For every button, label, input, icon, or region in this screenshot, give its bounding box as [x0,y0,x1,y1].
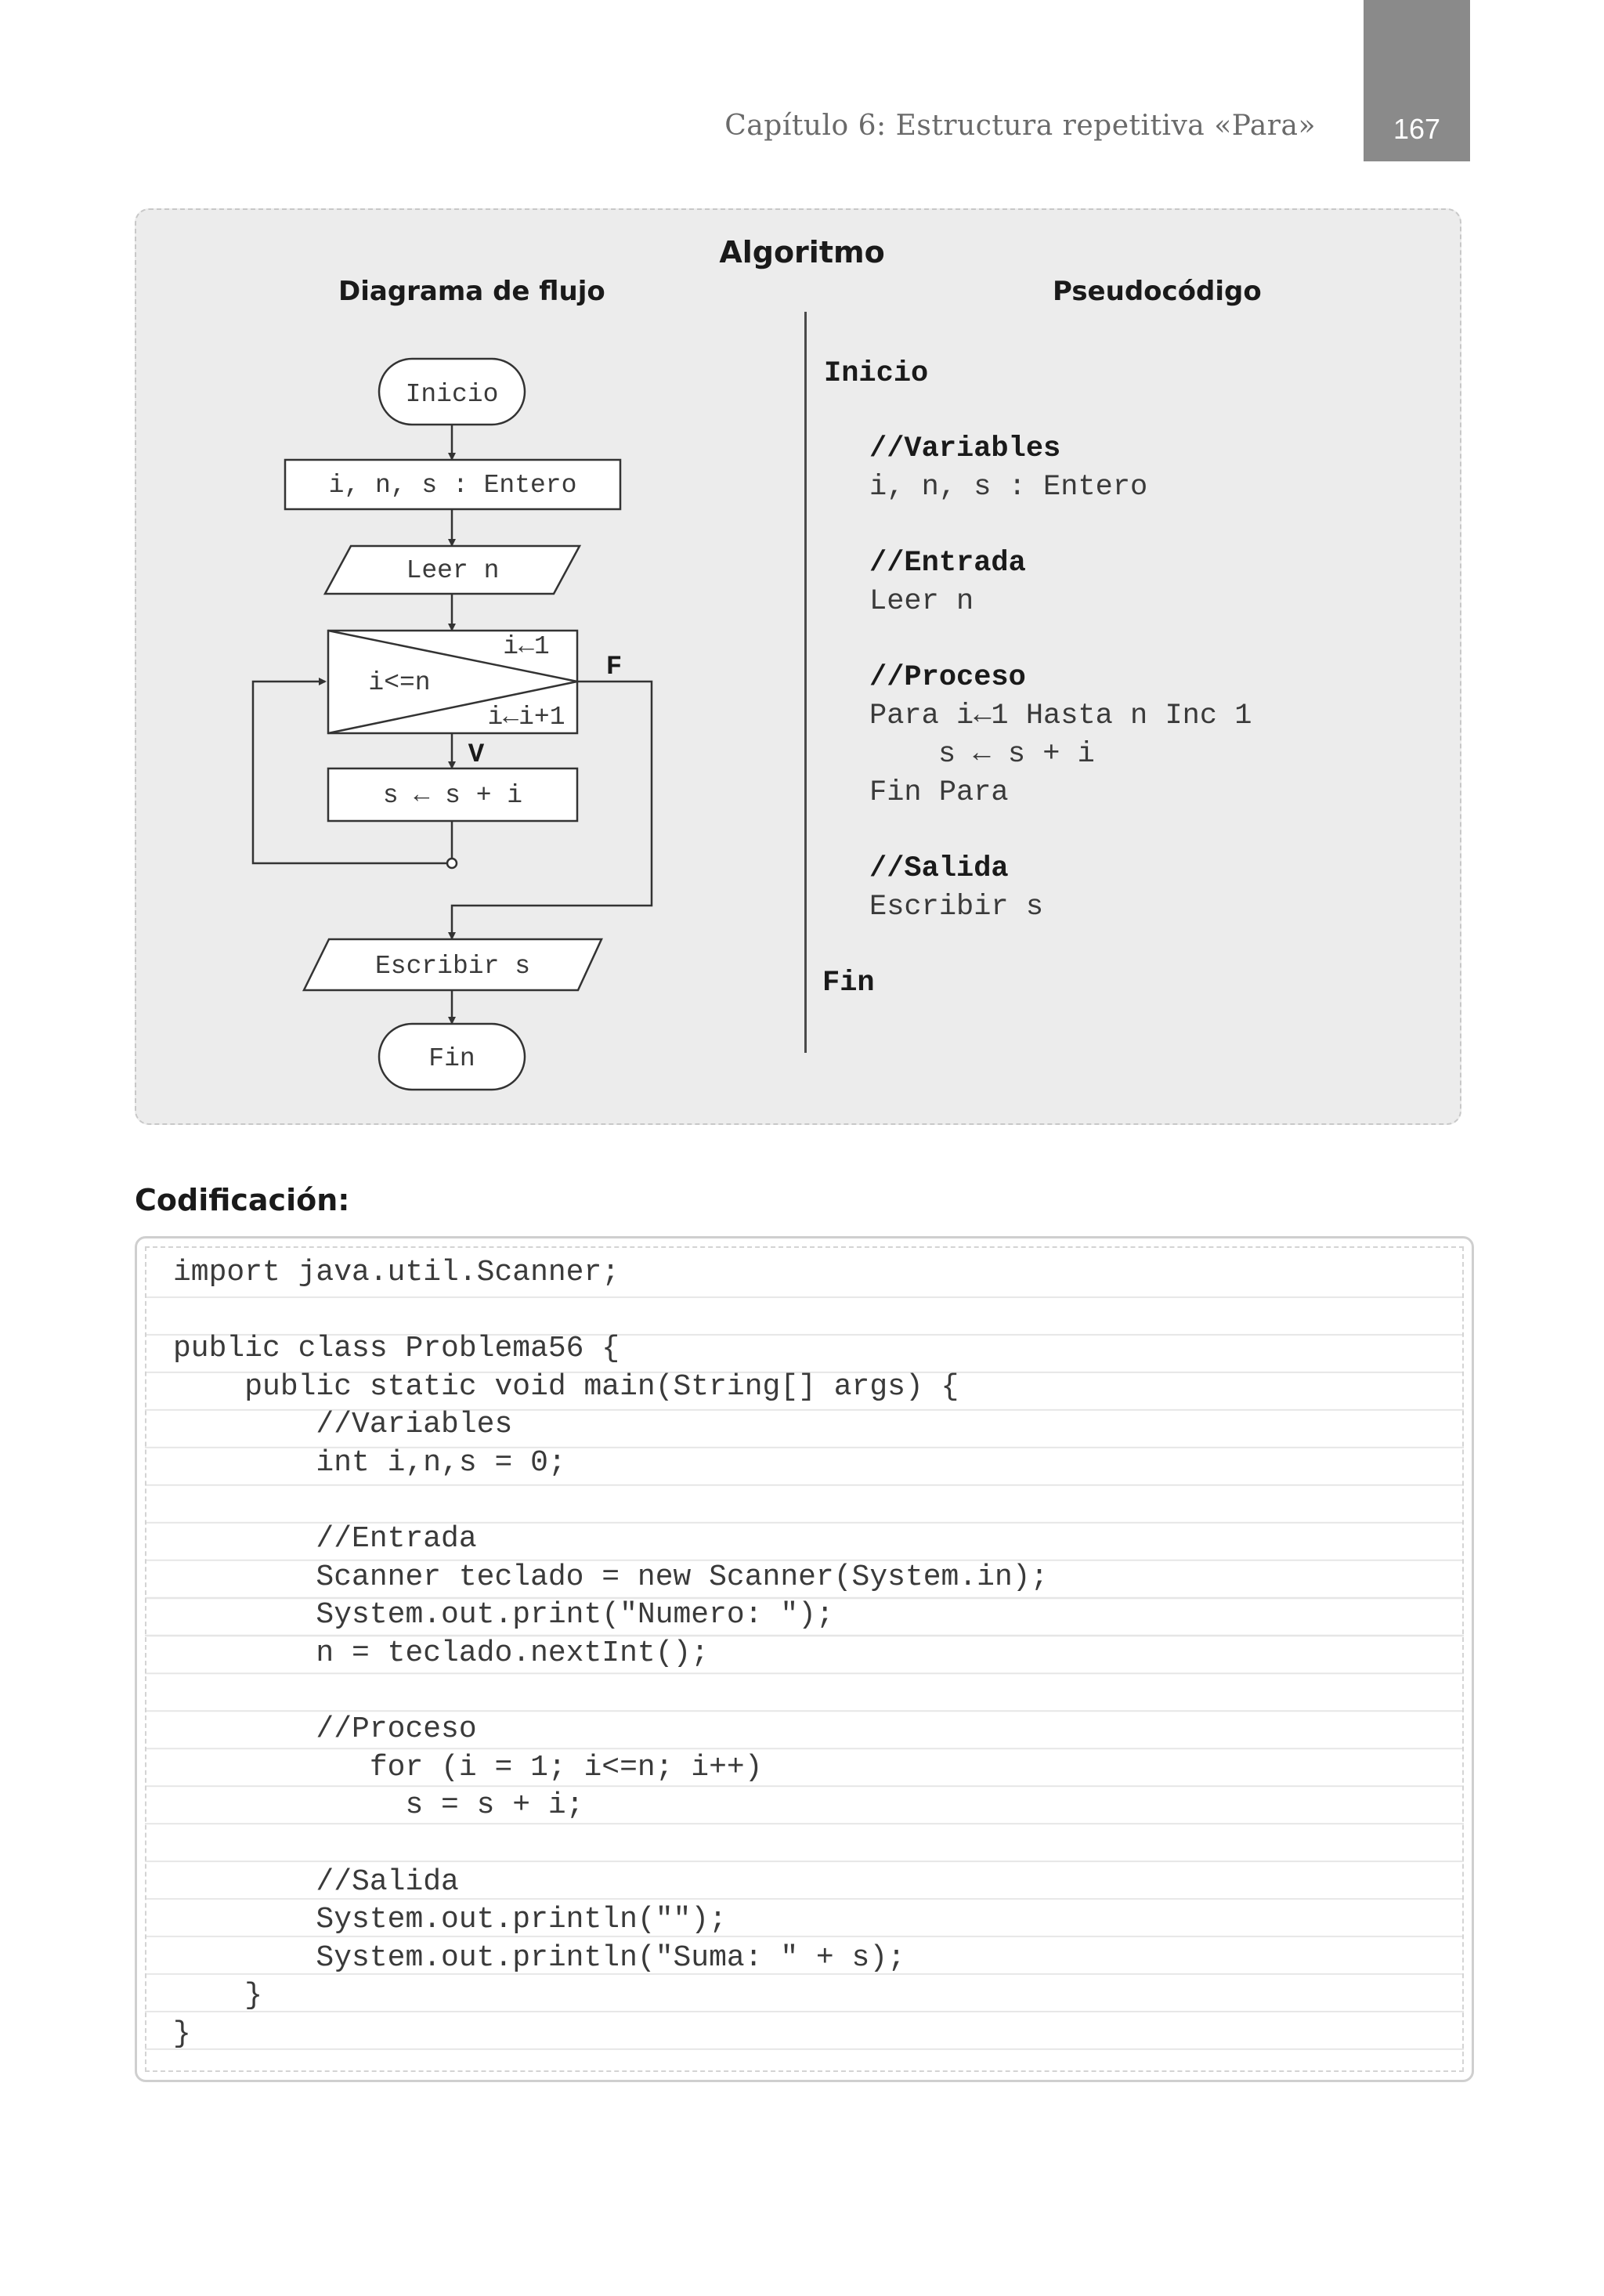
loop-junction [447,859,457,868]
code-line: } [173,2017,191,2051]
code-line: Scanner teclado = new Scanner(System.in); [173,1560,1049,1594]
code-line: System.out.println(""); [173,1903,727,1937]
pseudocode-heading: Pseudocódigo [1053,276,1262,307]
code-line: //Entrada [173,1522,477,1557]
pseudo-comment-input: //Entrada [869,547,1026,580]
algorithm-title: Algoritmo [719,235,885,269]
true-branch-label: V [468,740,485,770]
code-line: //Salida [173,1864,459,1899]
pseudo-input: Leer n [869,585,974,618]
code-line: //Variables [173,1408,513,1442]
output-label: Escribir s [374,952,531,981]
loop-condition-label: i<=n [368,668,431,697]
false-branch-label: F [605,653,623,682]
code-line: System.out.print("Numero: "); [173,1598,834,1633]
code-line: import java.util.Scanner; [173,1256,620,1289]
pseudo-end-for: Fin Para [869,776,1009,809]
pseudo-comment-variables: //Variables [869,432,1061,465]
loop-init-label: i←1 [503,632,550,661]
code-line: s = s + i; [173,1788,584,1823]
body-label: s ← s + i [382,781,523,810]
pseudo-output: Escribir s [869,891,1044,924]
pseudo-start: Inicio [824,357,929,390]
code-line: public static void main(String[] args) { [173,1369,959,1404]
code-line: System.out.println("Suma: " + s); [173,1940,905,1975]
pseudo-body-line: s ← s + i [938,738,1095,771]
code-line: public class Problema56 { [173,1332,620,1366]
page-number: 167 [1393,113,1441,145]
code-line: for (i = 1; i<=n; i++) [173,1750,763,1784]
code-line: int i,n,s = 0; [173,1446,566,1480]
code-line: n = teclado.nextInt(); [173,1636,710,1670]
pseudo-comment-process: //Proceso [869,661,1026,694]
pseudo-variables: i, n, s : Entero [869,471,1148,504]
input-label: Leer n [406,556,500,585]
loop-increment-label: i←i+1 [487,703,565,732]
code-listing-ruled-area [145,1246,1464,2072]
chapter-title: Capítulo 6: Estructura repetitiva «Para» [724,110,1316,142]
declare-label: i, n, s : Entero [328,471,577,500]
pseudo-for-line: Para i←1 Hasta n Inc 1 [869,700,1252,732]
code-line: //Proceso [173,1712,477,1747]
flowchart-heading: Diagrama de flujo [338,276,605,307]
coding-label: Codificación: [135,1183,350,1217]
pseudo-comment-output: //Salida [869,852,1009,885]
code-listing [135,1236,1474,2082]
pseudo-end: Fin [822,967,875,1000]
start-label: Inicio [405,380,499,409]
end-label: Fin [428,1044,475,1073]
code-line: } [173,1979,263,2013]
